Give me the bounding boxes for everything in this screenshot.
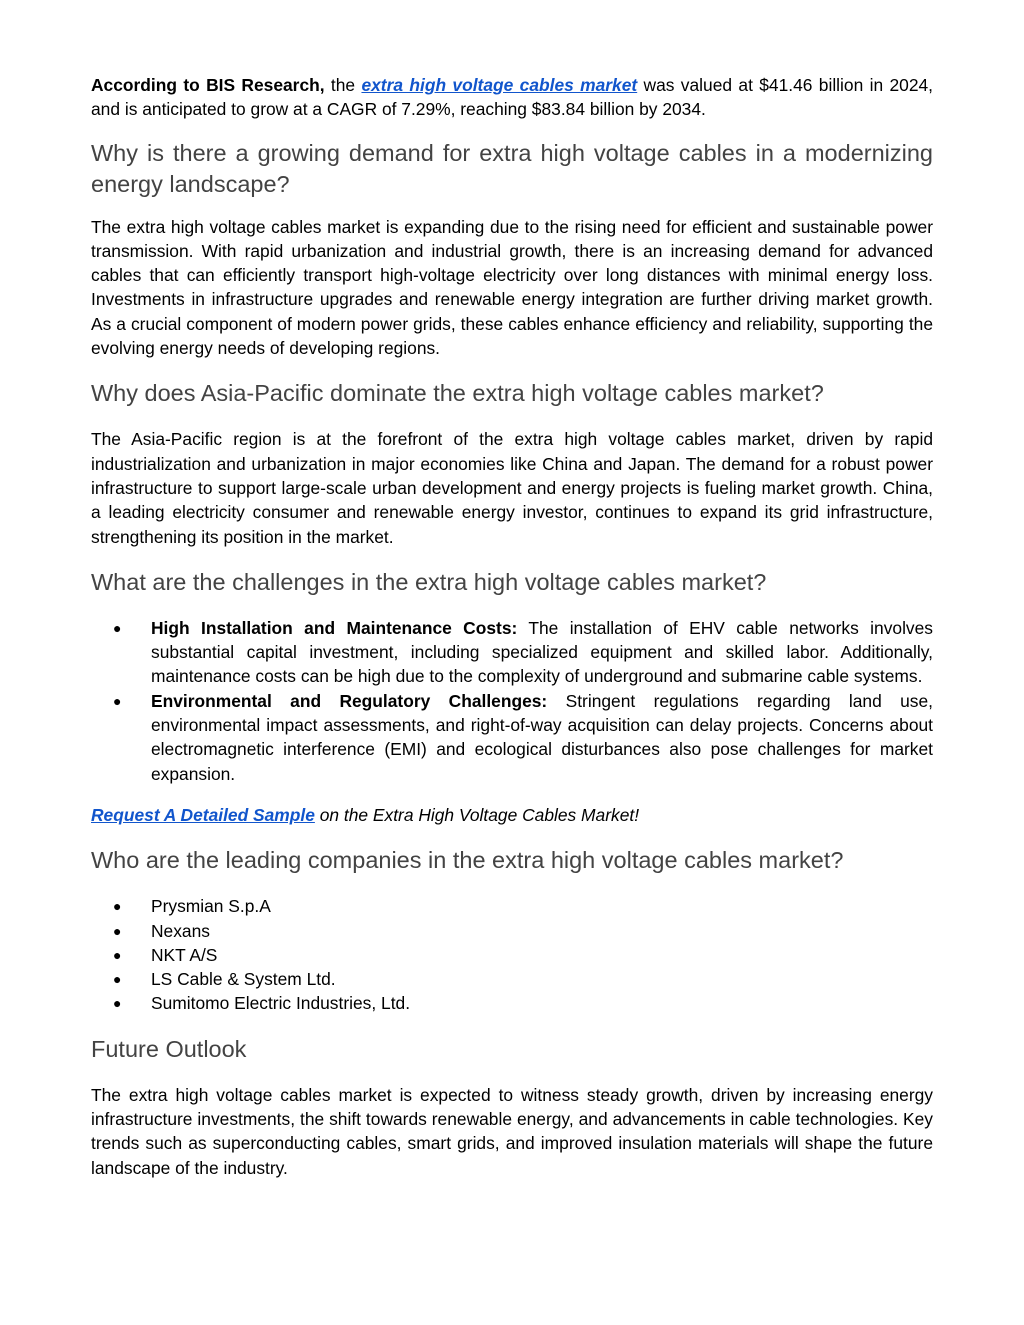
outlook-paragraph: The extra high voltage cables market is expected to witness steady growth, driven by increasing energy infrastructure investments, the shift towards renewable energy, and advancements in cable technologies. Key trends such as superconducting cables, smart grids, and improved insulation materials will shape the future landscape of the industry. [91,1084,933,1178]
sample-suffix: on the Extra High Voltage Cables Market! [314,804,640,825]
bullet-icon: ● [113,946,122,963]
challenge-title: Environmental and Regulatory Challenges: [151,690,548,711]
company-name: NKT A/S [151,944,218,965]
challenges-list [91,616,933,786]
outlook-heading: Future Outlook [91,1035,247,1062]
document-page [91,73,933,1180]
company-name: LS Cable & System Ltd. [151,969,336,990]
list-item [91,967,933,991]
intro-post-link: was valued at $41.46 billion in 2024, and is anticipated to grow at a CAGR of 7.29%, reaching $83.84 billion by 2034. [91,75,933,120]
company-name: Prysmian S.p.A [151,896,271,917]
demand-heading: Why is there a growing demand for extra high voltage cables in a modernizing energy landscape? [91,139,933,197]
list-item [91,919,933,943]
challenge-text: Stringent regulations regarding land use, environmental impact assessments, and right-of-way acquisition can delay projects. Concerns about electromagnetic interference (EMI) and ecological disturbances also pose challenges for market expansion. [151,690,933,784]
bullet-icon: ● [113,995,122,1012]
asia-pacific-paragraph: The Asia-Pacific region is at the forefront of the extra high voltage cables market, driven by rapid industrialization and urbanization in major economies like China and Japan. The demand for a robust power infrastructure to support large-scale urban development and energy projects is fueling market growth. China, a leading electricity consumer and renewable energy investor, continues to expand its grid infrastructure, strengthening its position in the market. [91,429,933,547]
challenges-heading: What are the challenges in the extra high voltage cables market? [91,568,767,595]
sample-request-line [91,803,933,827]
source-label: According to BIS Research, [91,75,325,95]
intro-pre-link: the [324,75,362,95]
bullet-icon: ● [113,692,122,709]
companies-heading: Who are the leading companies in the extra high voltage cables market? [91,847,844,874]
demand-paragraph: The extra high voltage cables market is expanding due to the rising need for efficient and sustainable power transmission. With rapid urbanization and industrial growth, there is an increasing demand for advanced cables that can efficiently transport high-voltage electricity over long distances with minimal energy loss. Investments in infrastructure upgrades and renewable energy integration are further driving market growth. As a crucial component of modern power grids, these cables enhance efficiency and reliability, supporting the evolving energy needs of developing regions. [91,216,933,359]
company-name: Nexans [151,920,210,941]
market-report-link[interactable]: extra high voltage cables market [361,75,638,95]
list-item [91,616,933,689]
bullet-icon: ● [113,922,122,939]
bullet-icon: ● [113,898,122,915]
challenge-text: The installation of EHV cable networks involves substantial capital investment, including specialized equipment and skilled labor. Additionally, maintenance costs can be high due to the complexity of underground and submarine cable systems. [151,617,933,687]
list-item [91,943,933,967]
list-item [91,689,933,786]
bullet-icon: ● [113,971,122,988]
challenge-title: High Installation and Maintenance Costs: [151,617,518,638]
bullet-icon: ● [113,619,122,636]
companies-list [91,894,933,1015]
request-sample-link[interactable]: Request A Detailed Sample [91,804,315,825]
company-name: Sumitomo Electric Industries, Ltd. [151,993,411,1014]
asia-pacific-heading: Why does Asia-Pacific dominate the extra high voltage cables market? [91,380,824,407]
list-item [91,991,933,1015]
list-item [91,894,933,918]
intro-paragraph [91,73,933,122]
